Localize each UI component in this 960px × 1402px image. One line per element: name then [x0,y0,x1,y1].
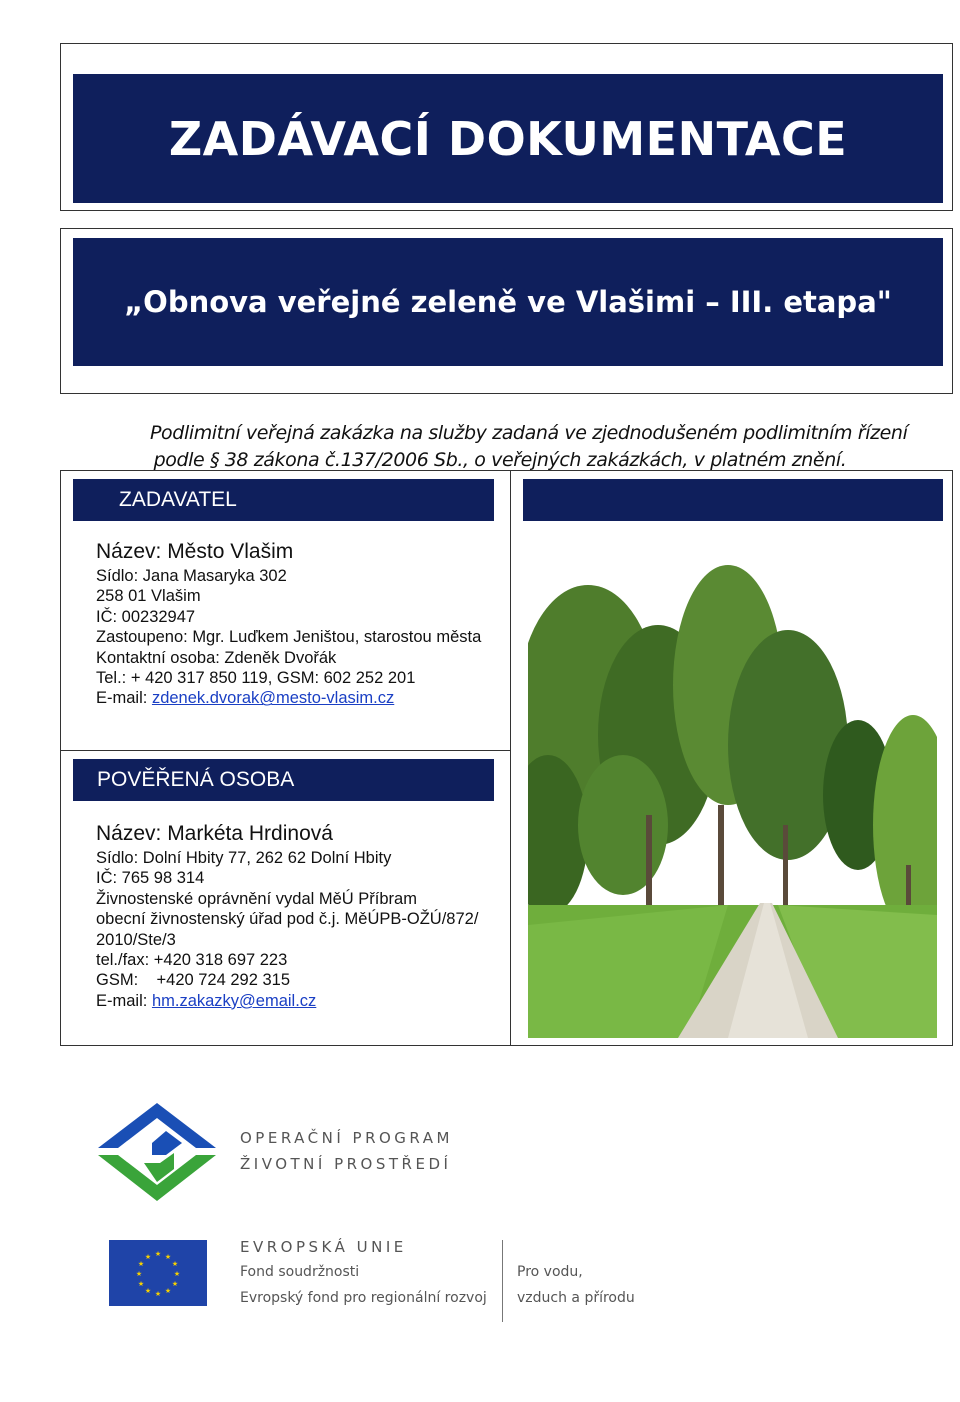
poverena-line: 2010/Ste/3 [96,930,176,949]
op-line-1: OPERAČNÍ PROGRAM [240,1129,453,1147]
photo-header-band [523,479,943,521]
svg-text:★: ★ [144,1287,152,1295]
slogan-line-2: vzduch a přírodu [517,1290,635,1306]
zadavatel-email-link[interactable]: zdenek.dvorak@mesto-vlasim.cz [151,689,395,708]
zadavatel-heading: ZADAVATEL [73,479,494,521]
svg-text:★: ★ [171,1260,179,1268]
procurement-description [150,420,908,474]
eu-line-3: Evropský fond pro regionální rozvoj [240,1290,487,1306]
svg-text:★: ★ [171,1280,179,1288]
zadavatel-line: IČ: 00232947 [96,607,196,626]
svg-text:★: ★ [173,1270,181,1278]
poverena-email-link[interactable]: hm.zakazky@email.cz [151,991,317,1010]
email-label: E-mail: [96,689,148,708]
svg-text:★: ★ [164,1253,172,1261]
poverena-line: obecní živnostenský úřad pod č.j. MěÚPB-OŽÚ/872/ [96,910,479,929]
zadavatel-line: Kontaktní osoba: Zdeněk Dvořák [96,648,337,667]
poverena-line: Živnostenské oprávnění vydal MěÚ Příbram [96,889,417,908]
poverena-info [96,820,478,1011]
poverena-line: IČ: 765 98 314 [96,869,205,888]
park-photo [528,535,937,1038]
svg-text:★: ★ [135,1270,143,1278]
zadavatel-line: 258 01 Vlašim [96,587,201,606]
zadavatel-line: Zastoupeno: Mgr. Luďkem Jeništou, starostou města [96,628,482,647]
slogan-line-1: Pro vodu, [517,1264,583,1280]
zadavatel-email-row [96,688,481,708]
zadavatel-line: Tel.: + 420 317 850 119, GSM: 602 252 201 [96,669,416,688]
eu-line-1: EVROPSKÁ UNIE [240,1238,407,1256]
svg-text:★: ★ [137,1260,145,1268]
logo-divider [502,1240,503,1322]
svg-text:★: ★ [144,1253,152,1261]
zadavatel-info [96,538,481,709]
email-label: E-mail: [96,991,148,1010]
svg-text:★: ★ [154,1290,162,1298]
poverena-line: GSM: +420 724 292 315 [96,971,291,990]
poverena-heading: POVĚŘENÁ OSOBA [73,759,494,801]
poverena-line: tel./fax: +420 318 697 223 [96,951,288,970]
eu-line-2: Fond soudržnosti [240,1264,360,1280]
zadavatel-name: Název: Město Vlašim [96,540,294,563]
poverena-email-row [96,991,478,1011]
poverena-line: Sídlo: Dolní Hbity 77, 262 62 Dolní Hbity [96,849,392,867]
svg-text:★: ★ [137,1280,145,1288]
project-title: „Obnova veřejné zeleně ve Vlašimi – III. etapa" [73,238,943,366]
svg-text:★: ★ [154,1250,162,1258]
eu-flag-icon [109,1240,207,1306]
description-line-2: podle § 38 zákona č.137/2006 Sb., o veřejných zakázkách, v platném znění. [153,449,847,471]
description-line-1: Podlimitní veřejná zakázka na služby zadaná ve zjednodušeném podlimitním řízení [150,422,908,444]
zadavatel-line: Sídlo: Jana Masaryka 302 [96,567,287,585]
op-zp-logo-icon [96,1103,218,1203]
document-title: ZADÁVACÍ DOKUMENTACE [73,74,943,203]
svg-text:★: ★ [164,1287,172,1295]
op-line-2: ŽIVOTNÍ PROSTŘEDÍ [240,1155,452,1173]
poverena-name: Název: Markéta Hrdinová [96,822,333,845]
